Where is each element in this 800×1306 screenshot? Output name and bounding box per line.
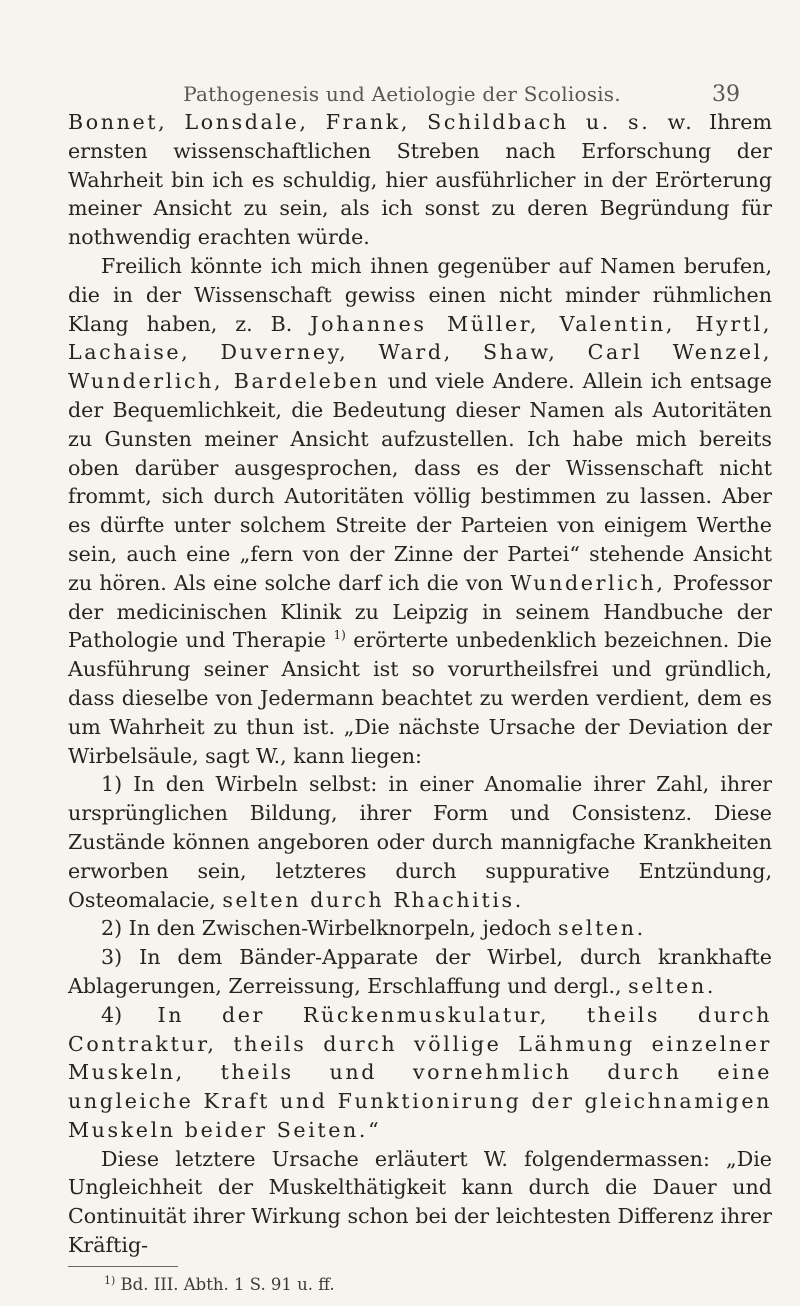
text-run: 3) In dem Bänder-Apparate der Wirbel, durch krankhafte Ablagerungen, Zerreissung, Erschlaffung und dergl., [68, 945, 772, 998]
text-run: und viele Andere. Allein ich entsage der Bequemlichkeit, die Bedeutung dieser Namen als Autoritäten zu Gunsten meiner Ansicht aufzustellen. Ich habe mich bereits oben darüber ausgesprochen, dass es der Wissenschaft nicht frommt, sich durch Autoritäten völlig bestimmen zu lassen. Aber es dürfte unter solchem Streite der Parteien von einigem Werthe sein, auch eine „fern von der Zinne der Partei“ stehende Ansicht zu hören. Als eine solche darf ich die von [68, 369, 772, 595]
footnote-reference: 1) [333, 628, 346, 643]
footnote [104, 1275, 335, 1294]
footnote-text: Bd. III. Abth. 1 S. 91 u. ff. [115, 1275, 335, 1294]
text-run: 2) In den Zwischen-Wirbelknorpeln, jedoch [101, 916, 558, 941]
paragraph [68, 252, 772, 770]
paragraph [68, 943, 772, 1001]
paragraph [68, 1145, 772, 1260]
paragraph [68, 108, 772, 252]
spaced-text: selten durch Rhachitis. [222, 887, 524, 912]
footnote-marker: 1) [104, 1274, 116, 1287]
paragraph [68, 914, 772, 943]
text-run: Freilich könnte ich mich ihnen gegenüber auf Namen berufen, die in der Wissenschaft gewiss einen nicht minder rühmlichen Klang haben, z. B. [68, 253, 772, 336]
spaced-text: In der Rückenmuskulatur, theils durch Contraktur, theils durch völlige Lähmung einzelner Muskeln, theils und vornehmlich durch eine ungleiche Kraft und Funktionirung der gleichnamigen Muskeln beider Seiten. [68, 1002, 772, 1142]
body-text [68, 108, 772, 1260]
footnote-rule [68, 1266, 178, 1267]
text-run: 4) [101, 1002, 158, 1027]
page-number: 39 [712, 82, 740, 107]
text-run: Diese letztere Ursache erläutert W. folgendermassen: „Die Ungleichheit der Muskelthätigkeit kann durch die Dauer und Continuität ihrer Wirkung schon bei der leichtesten Differenz ihrer Kräftig- [68, 1146, 772, 1258]
spaced-text: Bonnet, Lonsdale, Frank, Schildbach u. s. w. [68, 110, 695, 134]
paragraph [68, 770, 772, 914]
text-run: 1) In den Wirbeln selbst: in einer Anomalie ihrer Zahl, ihrer ursprünglichen Bildung, ihrer Form und Consistenz. Diese Zustände können angeboren oder durch mannigfache Krankheiten erworben sein, letzteres durch suppurative Entzündung, Osteomalacie, [68, 772, 772, 912]
text-run: Ihrem ernsten wissenschaftlichen Streben nach Erforschung der Wahrheit bin ich es schuldig, hier ausführlicher in der Erörterung meiner Ansicht zu sein, als ich sonst zu deren Begründung für nothwendig erachten würde. [68, 110, 772, 250]
spaced-text: Wunderlich, [510, 570, 666, 595]
text-run: Professor der medicinischen Klinik zu Leipzig in seinem Handbuche der Pathologie und Therapie [68, 570, 772, 653]
paragraph [68, 1001, 772, 1145]
text-run: “ [368, 1117, 379, 1142]
spaced-text: selten. [557, 916, 646, 941]
running-title: Pathogenesis und Aetiologie der Scoliosis. [183, 82, 621, 106]
spaced-text: Johannes Müller, Valentin, Hyrtl, Lachaise, Duverney, Ward, Shaw, Carl Wenzel, Wunderlich, Bardeleben [68, 311, 772, 394]
spaced-text: selten. [628, 973, 716, 998]
text-run: erörterte unbedenklich bezeichnen. Die Ausführung seiner Ansicht ist so vorurtheilsfrei und gründlich, dass dieselbe von Jedermann beachtet zu werden verdient, dem es um Wahrheit zu thun ist. „Die nächste Ursache der Deviation der Wirbelsäule, sagt W., kann liegen: [68, 628, 772, 768]
